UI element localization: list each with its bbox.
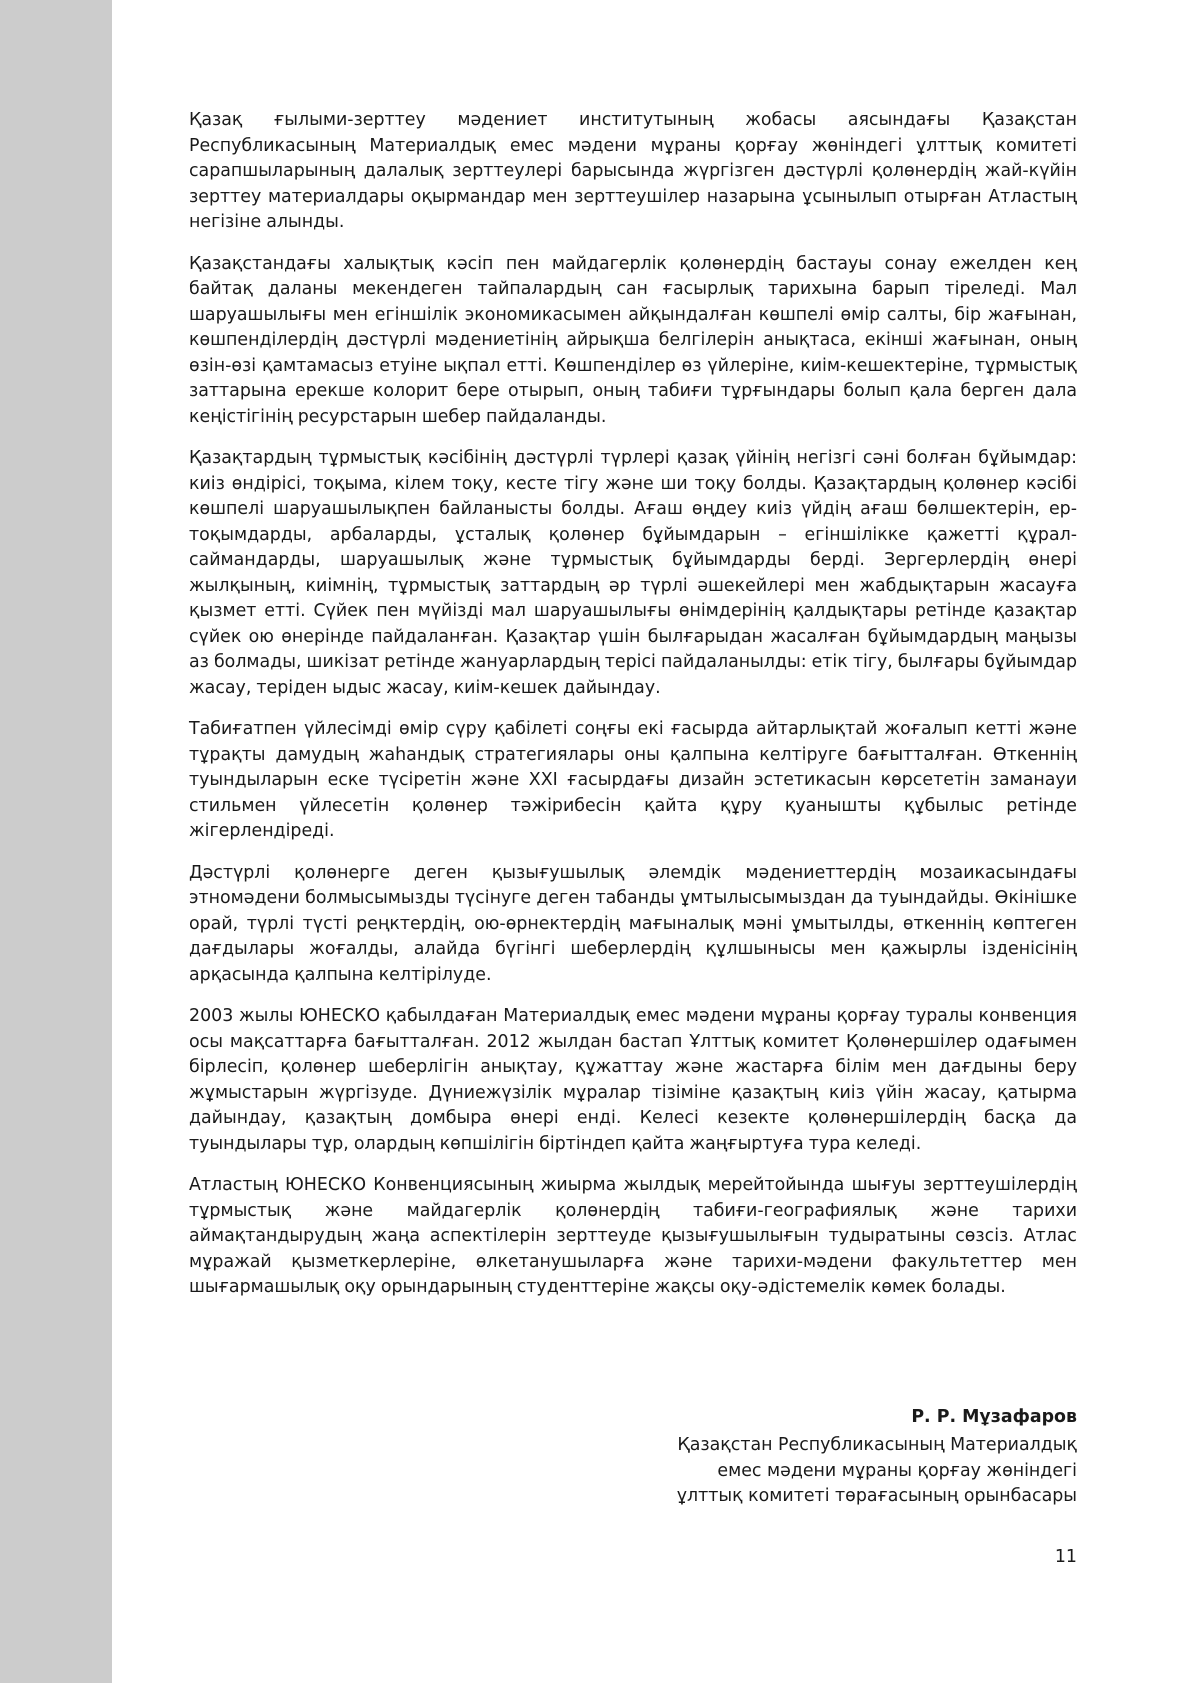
paragraph-7: Атластың ЮНЕСКО Конвенциясының жиырма жылдық мерейтойында шығуы зерттеушілердің тұрмыстық және майдагерлік қолөнердің табиғи-географиялық және тарихи аймақтандырудың жаңа аспектілерін зерттеуде қызығушылығын тудыратыны сөзсіз. Атлас мұражай қызметкерлеріне, өлкетанушыларға және тарихи-мәдени факультеттер мен шығармашылық оқу орындарының студенттеріне жақсы оқу-әдістемелік көмек болады.: [189, 1175, 1077, 1297]
paragraph-2: Қазақстандағы халықтық кәсіп пен майдагерлік қолөнердің бастауы сонау ежелден кең байтақ даланы мекендеген тайпалардың сан ғасырлық тарихына барып тіреледі. Мал шаруашылығы мен егіншілік экономикасымен айқындалған көшпелі өмір салты, бір жағынан, көшпенділердің дәстүрлі мәдениетінің айрықша белгілерін анықтаса, екінші жағынан, оның өзін-өзі қамтамасыз етуіне ықпал етті. Көшпенділер өз үйлеріне, киім-кешектеріне, тұрмыстық заттарына ерекше колорит бере отырып, оның табиғи тұрғындары болып қала берген дала кеңістігінің ресурстарын шебер пайдаланды.: [189, 253, 1077, 427]
paragraph-6: 2003 жылы ЮНЕСКО қабылдаған Материалдық емес мәдени мұраны қорғау туралы конвенция осы мақсаттарға бағытталған. 2012 жылдан бастап Ұлттық комитет Қолөнершілер одағымен бірлесіп, қолөнер шеберлігін анықтау, құжаттау және жастарға білім мен дағдыны беру жұмыстарын жүргізуде. Дүниежүзілік мұралар тізіміне қазақтың киіз үйін жасау, қатырма дайындау, қазақтың домбыра өнері енді. Келесі кезекте қолөнершілердің басқа да туындылары тұр, олардың көпшілігін біртіндеп қайта жаңғыртуға тура келеді.: [189, 1006, 1077, 1154]
page-number: 11: [1054, 1547, 1077, 1567]
page-side-band: [0, 0, 112, 1683]
paragraph-1: Қазақ ғылыми-зерттеу мәдениет институтының жобасы аясындағы Қазақстан Республикасының Материалдық емес мәдени мұраны қорғау жөніндегі ұлттық комитеті сарапшыларының далалық зерттеулері барысында жүргізген дәстүрлі қолөнердің жай-күйін зерттеу материалдары оқырмандар мен зерттеушілер назарына ұсынылып отырған Атластың негізіне алынды.: [189, 110, 1077, 232]
signature-title-line: Қазақстан Республикасының Материалдық: [677, 1435, 1077, 1455]
signature-title-line: ұлттық комитеті төрағасының орынбасары: [676, 1486, 1077, 1506]
signature-name: Р. Р. Мұзафаров: [911, 1407, 1077, 1427]
paragraph-5: Дәстүрлі қолөнерге деген қызығушылық әлемдік мәдениеттердің мозаикасындағы этномәдени болмысымызды түсінуге деген табанды ұмтылысымыздан да туындайды. Өкінішке орай, түрлі түсті реңктердің, ою-өрнектердің мағыналық мәні ұмытылды, өткеннің көптеген дағдылары жоғалды, алайда бүгінгі шеберлердің құлшынысы мен қажырлы ізденісінің арқасында қалпына келтірілуде.: [189, 862, 1077, 985]
paragraph-3: Қазақтардың тұрмыстық кәсібінің дәстүрлі түрлері қазақ үйінің негізгі сәні болған бұйымдар: киіз өндірісі, тоқыма, кілем тоқу, кесте тігу және ши тоқу болды. Қазақтардың қолөнер кәсібі көшпелі шаруашылықпен байланысты болды. Ағаш өңдеу киіз үйдің ағаш бөлшектерін, ер-тоқымдарды, арбаларды, ұсталық қолөнер бұйымдарын – егіншілікке қажетті құрал-саймандарды, шаруашылық және тұрмыстық бұйымдарды берді. Зергерлердің өнері жылқының, киімнің, тұрмыстық заттардың әр түрлі әшекейлері мен жабдықтарын жасауға қызмет етті. Сүйек пен мүйізді мал шаруашылығы өнімдерінің қалдықтары ретінде қазақтар сүйек ою өнерінде пайдаланған. Қазақтар үшін былғарыдан жасалған бұйымдардың маңызы аз болмады, шикізат ретінде жануарлардың терісі пайдаланылды: етік тігу, былғары бұйымдар жасау, теріден ыдыс жасау, киім-кешек дайындау.: [189, 448, 1077, 698]
signature-title-line: емес мәдени мұраны қорғау жөніндегі: [717, 1460, 1077, 1481]
paragraph-4: Табиғатпен үйлесімді өмір сүру қабілеті соңғы екі ғасырда айтарлықтай жоғалып кетті және тұрақты дамудың жаһандық стратегиялары оны қалпына келтіруге бағытталған. Өткеннің туындыларын еске түсіретін және XXI ғасырдағы дизайн эстетикасын көрсететін заманауи стильмен үйлесетін қолөнер тәжірибесін қайта құру қуанышты құбылыс ретінде жігерлендіреді.: [189, 719, 1077, 841]
main-text: [189, 108, 1077, 1317]
signature-block: [677, 1405, 1077, 1510]
